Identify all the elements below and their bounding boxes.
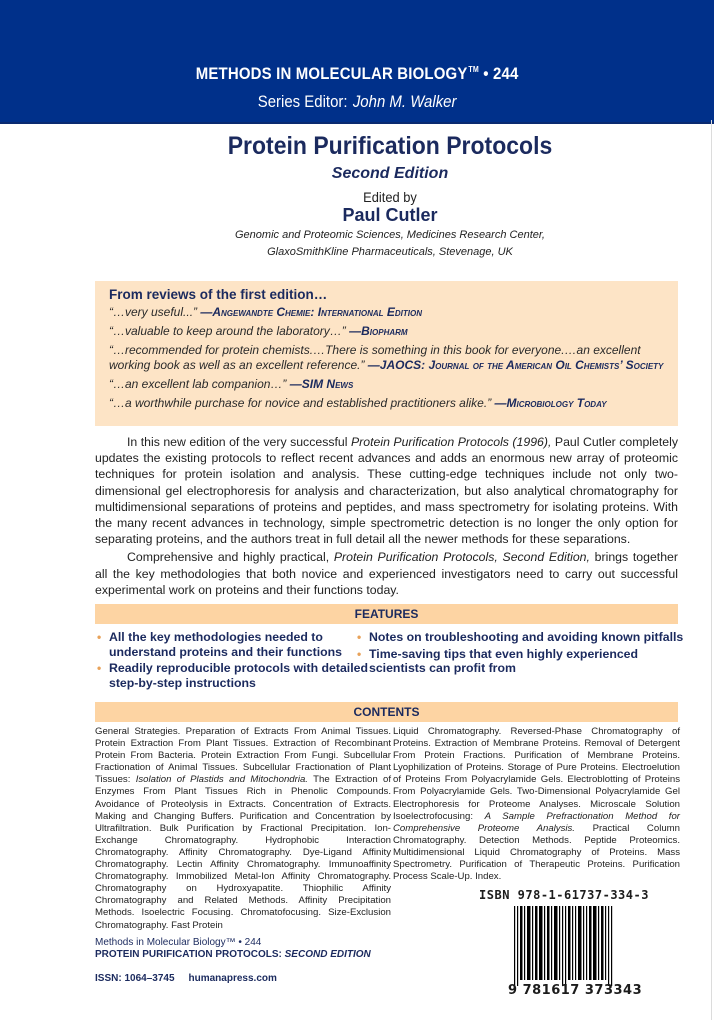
text-run-italic: Isolation of Plastids and Mitochondria. bbox=[135, 774, 308, 786]
quote-text: “…very useful...” bbox=[109, 305, 201, 319]
editor-name: Paul Cutler bbox=[342, 205, 438, 225]
imprint-series: Methods in Molecular Biology™ • 244 bbox=[95, 937, 262, 948]
contents-heading: CONTENTS bbox=[95, 702, 678, 722]
quote-source: —Angewandte Chemie: International Edition bbox=[200, 305, 422, 319]
text-run: Comprehensive and highly practical, bbox=[127, 550, 334, 565]
page-edge-rule bbox=[711, 120, 712, 1020]
series-header-band bbox=[0, 0, 714, 124]
feature-item bbox=[355, 630, 685, 645]
review-quote bbox=[109, 396, 678, 411]
text-run: PROTEIN PURIFICATION PROTOCOLS: bbox=[95, 949, 285, 960]
title-block bbox=[180, 132, 600, 260]
quote-source: —SIM News bbox=[289, 377, 354, 391]
bullet-icon: • bbox=[357, 646, 362, 661]
text-run: brings together all the key methodologies that both novice and experienced investigators need to carry out successful experimental work on proteins and their functions today. bbox=[95, 550, 678, 597]
bullet-icon: • bbox=[97, 630, 102, 644]
quote-source: —Biopharm bbox=[349, 324, 408, 338]
review-quote bbox=[109, 324, 678, 339]
features-column-left bbox=[95, 630, 375, 692]
series-editor-label: Series Editor: bbox=[257, 92, 348, 111]
text-run: In this new edition of the very successful bbox=[127, 435, 351, 449]
editor-affiliation-line1: Genomic and Proteomic Sciences, Medicines Research Center, bbox=[235, 229, 545, 241]
publisher-website: humanapress.com bbox=[188, 973, 277, 984]
edition-label: Second Edition bbox=[331, 165, 449, 182]
isbn-barcode bbox=[470, 888, 710, 1008]
features-column-right bbox=[355, 630, 685, 678]
trademark-mark: TM bbox=[468, 65, 479, 74]
quote-text: “…a worthwhile purchase for novice and established practitioners alike.” bbox=[109, 396, 495, 410]
barcode-digits: 9 781617 373343 bbox=[508, 983, 643, 998]
review-quote bbox=[109, 305, 678, 320]
contents-column-right bbox=[393, 726, 680, 883]
imprint-title bbox=[95, 949, 371, 961]
quote-text: “…valuable to keep around the laboratory…” bbox=[109, 324, 350, 338]
text-run: The Extraction of Enzymes From Plant Tissues Rich in Phenolic Compounds. Avoidance of Proteolysis in Extracts. Concentration of Extracts. Making and Changing Buffers. Purification and Concentration by Ultrafiltration. Bulk Purification by Fractional Precipitation. Ion-Exchange Chromatography. Hydrophobic Interaction Chromatography. Affinity Chromatography. Dye-Ligand Affinity Chromatography. Lectin Affinity Chromatography. Immunoaffinity Chromatography. Immobilized Metal-Ion Affinity Chromatography. Chromatography on Hydroxyapatite. Thiophilic Affinity Chromatography and Related Methods. Affinity Precipitation Methods. Isoelectric Focusing. Chromatofocusing. Size-Exclusion Chromatography. Fast Protein bbox=[95, 774, 391, 931]
series-name: METHODS IN MOLECULAR BIOLOGY bbox=[195, 64, 468, 83]
reviews-box bbox=[95, 281, 678, 426]
quote-source: —Microbiology Today bbox=[494, 396, 607, 410]
text-run: Liquid Chromatography. Reversed-Phase Chromatography of Proteins. Extraction of Membrane Proteins. Removal of Detergent From Protein Fractions. Purification of Membrane Proteins. Lyophilization of Proteins. Storage of Pure Proteins. Electroelution of Proteins From Polyacrylamide Gels. Electroblotting of Proteins From Polyacrylamide Gels. Two-Dimensional Polyacrylamide Gel Electrophoresis for Proteome Analyses. Microscale Solution Isoelectrofocusing: bbox=[393, 726, 680, 822]
quote-source: —JAOCS: Journal of the American Oil Chemists’ Society bbox=[367, 358, 664, 372]
feature-text: Notes on troubleshooting and avoiding known pitfalls bbox=[369, 630, 684, 644]
feature-item bbox=[355, 647, 685, 676]
bullet-icon: • bbox=[357, 630, 362, 644]
contents-column-left bbox=[95, 726, 391, 932]
description bbox=[95, 434, 678, 600]
imprint-issn-row bbox=[95, 973, 371, 985]
barcode-bars-icon bbox=[514, 906, 616, 986]
editor-affiliation-line2: GlaxoSmithKline Pharmaceuticals, Stevenage, UK bbox=[267, 246, 513, 258]
text-run: Practical Column Chromatography. Detection Methods. Peptide Proteomics. Multidimensional Liquid Chromatography of Proteins. Mass Spectrometry. Purification of Therapeutic Proteins. Purification Process Scale-Up. Index. bbox=[393, 822, 680, 883]
text-run: Paul Cutler completely updates the existing protocols to reflect recent advances and adds an enormous new array of proteomic techniques for protein isolation and analysis. These cutting-edge techniques include not only two-dimensional gel electrophoresis for analysis and characterization, but also analytical chromatography for multidimensional separations of proteins and peptides, and mass spectrometry for isolating proteins. With the many recent advances in technology, simple spectrometric detection is no longer the only option for separating proteins, and the authors treat in full detail all the newer methods for these separations. bbox=[95, 435, 678, 547]
feature-item bbox=[95, 630, 375, 659]
issn: ISSN: 1064–3745 bbox=[95, 973, 175, 984]
features-heading: FEATURES bbox=[95, 604, 678, 624]
book-title: Protein Purification Protocols bbox=[227, 132, 553, 160]
review-quote bbox=[109, 343, 679, 373]
feature-text: All the key methodologies needed to understand proteins and their functions bbox=[109, 630, 342, 659]
text-run-italic: A Sample Prefractionation Method for Comprehensive Proteome Analysis. bbox=[393, 810, 680, 834]
isbn-text: ISBN 978-1-61737-334-3 bbox=[479, 888, 649, 902]
feature-text: Time-saving tips that even highly experienced scientists can profit from bbox=[369, 646, 639, 675]
reviews-heading: From reviews of the first edition… bbox=[109, 287, 328, 302]
series-editor-name: John M. Walker bbox=[352, 92, 457, 111]
text-run-italic: Protein Purification Protocols, Second Edition, bbox=[333, 550, 590, 565]
edited-by-label: Edited by bbox=[363, 189, 417, 205]
series-editor bbox=[43, 92, 671, 112]
bullet-icon: • bbox=[97, 661, 102, 675]
text-run: General Strategies. Preparation of Extracts From Animal Tissues. Protein Extraction From Plant Tissues. Extraction of Recombinant Protein From Bacteria. Protein Extraction From Fungi. Subcellular Fractionation of Animal Tissues. Subcellular Fractionation of Plant Tissues: bbox=[95, 726, 391, 786]
description-paragraph-2 bbox=[95, 549, 678, 598]
feature-text: Readily reproducible protocols with detailed step-by-step instructions bbox=[109, 661, 368, 690]
quote-text: “…an excellent lab companion…” bbox=[109, 377, 290, 391]
feature-item bbox=[95, 661, 375, 690]
text-run-italic: Protein Purification Protocols (1996), bbox=[350, 435, 552, 449]
description-paragraph-1 bbox=[95, 434, 678, 547]
series-title bbox=[43, 64, 671, 84]
text-run-italic: SECOND EDITION bbox=[284, 949, 371, 960]
barcode-icon bbox=[514, 906, 616, 980]
series-volume: • 244 bbox=[483, 64, 519, 83]
quote-text: “…recommended for protein chemists.…There is something in this book for everyone.…an excellent working book as well as an excellent reference.” bbox=[109, 343, 641, 372]
review-quote bbox=[109, 377, 678, 392]
imprint bbox=[95, 937, 371, 985]
